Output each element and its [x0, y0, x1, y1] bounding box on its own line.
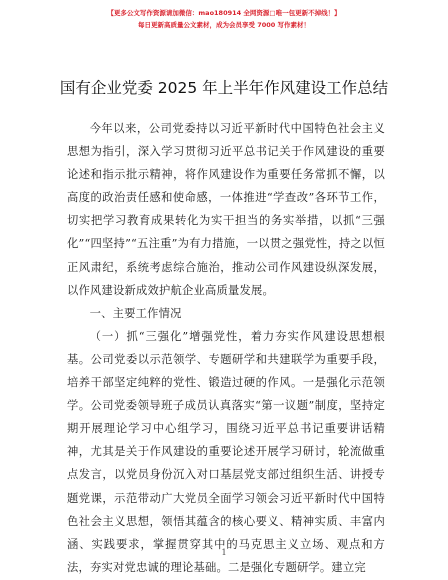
page-number: 1: [221, 548, 227, 557]
intro-paragraph: 今年以来，公司党委持以习近平新时代中国特色社会主义思想为指引，深入学习贯彻习近平总书记关于作风建设的重要论述和指示批示精神，将作风建设作为重要任务常抓不懈，以高度的政治责任感和使命感，一体推进“学查改”各环节工作，切实把学习教育成果转化为实干担当的务实举措，以抓“三强化”“四坚持”“五注重”为有力措施，一以贯之强党性，持之以恒正风肃纪，系统考虑综合施治，推动公司作风建设纵深发展，以作风建设新成效护航企业高质量发展。: [67, 122, 385, 297]
promo-banner-line-2: 每日更新高质量公文素材，成为会员享受 7000 写作素材！: [137, 21, 311, 29]
section-heading-main-work: 一、主要工作情况: [89, 306, 182, 320]
promo-banner-line-1: 【更多公文写作资源请加微信：mao180914 全网资源□唯一包更新不掉线！】: [107, 9, 341, 17]
document-title: 国有企业党委 2025 年上半年作风建设工作总结: [59, 79, 389, 97]
subsection-paragraph-three-strengthen: （一）抓“三强化”增强党性，着力夯实作风建设思想根基。公司党委以示范领学、专题研学和共建联学为重要手段，培养干部坚定纯粹的党性、锻造过硬的作风。一是强化示范领学。公司党委领导班子成员认真落实“第一议题”制度，坚持定期开展理论学习中心组学习，围绕习近平总书记重要讲话精神，尤其是关于作风建设的重要论述开展学习研讨，轮流做重点发言，以党员身份沉入对口基层党支部过组织生活、讲授专题党课，示范带动广大党员全面学习领会习近平新时代中国特色社会主义思想，领悟其蕴含的核心要义、精神实质、丰富内涵、实践要求，掌握贯穿其中的马克思主义立场、观点和方法，夯实对党忠诚的理论基础。二是强化专题研学。建立完: [67, 329, 385, 574]
document-body: [67, 117, 385, 579]
